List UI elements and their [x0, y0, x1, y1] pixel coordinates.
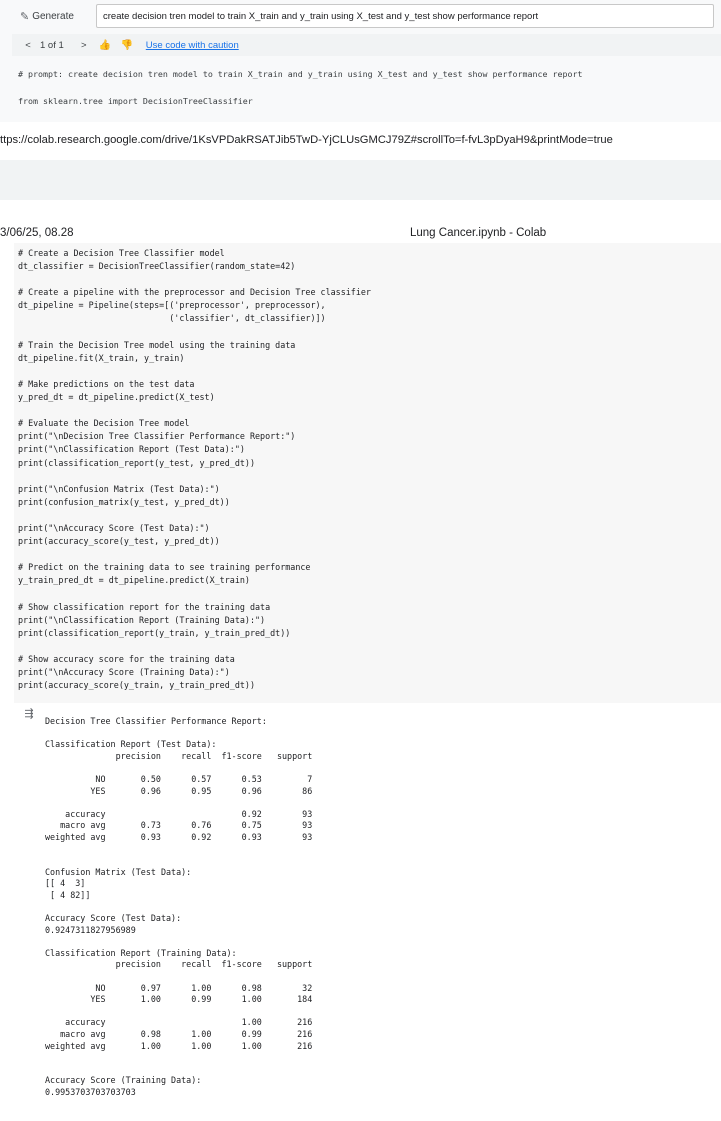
- code-line: [18, 640, 371, 653]
- code-line: [18, 587, 371, 600]
- suggested-prompt-comment: # prompt: create decision tren model to train X_train and y_train using X_test and y_test show performance report: [18, 69, 583, 79]
- output-line: Accuracy Score (Test Data):: [45, 913, 182, 924]
- output-toggle-icon[interactable]: ⇶: [24, 708, 34, 720]
- sparkle-icon: ✎: [20, 10, 30, 23]
- code-line: # Make predictions on the test data: [18, 378, 195, 389]
- page-break-band: [0, 160, 721, 200]
- output-line: [45, 1052, 312, 1064]
- code-line: # Create a Decision Tree Classifier model: [18, 248, 225, 258]
- output-line: Classification Report (Training Data):: [45, 947, 237, 958]
- output-line: [45, 971, 312, 983]
- code-line: [18, 365, 371, 378]
- output-line: 0.9953703703703703: [45, 1087, 136, 1097]
- output-line: [45, 936, 312, 948]
- code-line: print(classification_report(y_train, y_train_pred_dt)): [18, 627, 291, 638]
- code-editor[interactable]: [18, 247, 371, 692]
- thumbs-down-icon[interactable]: 👎: [120, 39, 133, 51]
- code-line: # Train the Decision Tree model using the training data: [18, 339, 296, 350]
- output-line: Accuracy Score (Training Data):: [45, 1075, 202, 1086]
- code-line: print("\nConfusion Matrix (Test Data):"): [18, 483, 220, 494]
- output-line: Decision Tree Classifier Performance Report:: [45, 716, 267, 726]
- code-line: [18, 509, 371, 522]
- output-line: macro avg 0.73 0.76 0.75 93: [45, 820, 313, 831]
- generate-button-label: Generate: [32, 10, 74, 22]
- output-line: Classification Report (Test Data):: [45, 739, 217, 750]
- code-line: print(confusion_matrix(y_test, y_pred_dt)): [18, 496, 230, 507]
- use-code-with-caution-link[interactable]: Use code with caution: [145, 39, 239, 51]
- code-cell[interactable]: [14, 243, 721, 703]
- output-line: YES 1.00 0.99 1.00 184: [45, 994, 313, 1005]
- print-url: ttps://colab.research.google.com/drive/1KsVPDakRSATJib5TwD-YjCLUsGMCJ79Z#scrollTo=f-fvL3pDyaH9&printMode=true: [0, 128, 721, 152]
- output-line: [45, 902, 312, 914]
- output-line: precision recall f1-score support: [45, 959, 313, 970]
- code-line: # Evaluate the Decision Tree model: [18, 418, 190, 429]
- output-line: [45, 762, 312, 774]
- thumbs-up-icon[interactable]: 👍: [98, 39, 111, 51]
- code-line: print("\nAccuracy Score (Training Data):"): [18, 667, 230, 677]
- print-title: Lung Cancer.ipynb - Colab: [410, 227, 547, 239]
- output-line: [45, 1064, 312, 1076]
- code-line: print("\nDecision Tree Classifier Performance Report:"): [18, 431, 296, 442]
- suggestion-pager: 1 of 1: [40, 39, 64, 51]
- code-line: # Create a pipeline with the preprocessor and Decision Tree classifier: [18, 287, 371, 298]
- code-line: [18, 548, 371, 561]
- print-date: 3/06/25, 08.28: [0, 227, 74, 239]
- code-line: [18, 326, 371, 339]
- output-line: [45, 728, 312, 740]
- code-line: ('classifier', dt_classifier)]): [18, 313, 326, 324]
- output-line: NO 0.50 0.57 0.53 7: [45, 773, 313, 784]
- output-line: precision recall f1-score support: [45, 750, 313, 761]
- suggestion-nav: [12, 34, 721, 56]
- output-line: [[ 4 3]: [45, 878, 86, 889]
- output-line: 0.9247311827956989: [45, 924, 136, 935]
- code-line: y_train_pred_dt = dt_pipeline.predict(X_train): [18, 575, 250, 586]
- output-line: [45, 844, 312, 856]
- output-line: [45, 797, 312, 809]
- prompt-input[interactable]: [96, 4, 714, 28]
- output-line: [45, 855, 312, 867]
- code-line: # Show classification report for the training data: [18, 601, 271, 612]
- code-line: print("\nClassification Report (Training Data):"): [18, 614, 266, 625]
- output-line: [ 4 82]]: [45, 889, 91, 900]
- output-line: accuracy 1.00 216: [45, 1017, 313, 1028]
- code-line: dt_pipeline.fit(X_train, y_train): [18, 352, 185, 363]
- code-line: print(classification_report(y_test, y_pred_dt)): [18, 457, 255, 468]
- code-line: print(accuracy_score(y_test, y_pred_dt)): [18, 536, 220, 547]
- code-line: [18, 470, 371, 483]
- code-line: # Predict on the training data to see training performance: [18, 562, 311, 573]
- prev-suggestion-button[interactable]: <: [25, 39, 31, 51]
- code-line: [18, 273, 371, 286]
- next-suggestion-button[interactable]: >: [81, 39, 87, 51]
- code-line: # Show accuracy score for the training data: [18, 653, 235, 664]
- code-line: print("\nClassification Report (Test Data):"): [18, 444, 245, 455]
- output-line: Confusion Matrix (Test Data):: [45, 866, 192, 877]
- output-line: YES 0.96 0.95 0.96 86: [45, 785, 313, 796]
- output-line: weighted avg 1.00 1.00 1.00 216: [45, 1040, 313, 1051]
- output-line: weighted avg 0.93 0.92 0.93 93: [45, 831, 313, 842]
- code-line: y_pred_dt = dt_pipeline.predict(X_test): [18, 392, 215, 403]
- output-line: macro avg 0.98 1.00 0.99 216: [45, 1029, 313, 1040]
- code-line: dt_pipeline = Pipeline(steps=[('preprocessor', preprocessor),: [18, 300, 326, 311]
- ai-generate-panel: [0, 0, 721, 122]
- code-line: dt_classifier = DecisionTreeClassifier(random_state=42): [18, 261, 296, 272]
- output-line: NO 0.97 1.00 0.98 32: [45, 982, 313, 993]
- suggested-import-line: from sklearn.tree import DecisionTreeClassifier: [18, 96, 253, 106]
- generate-button[interactable]: [20, 6, 84, 26]
- output-line: accuracy 0.92 93: [45, 808, 313, 819]
- code-line: print("\nAccuracy Score (Test Data):"): [18, 522, 210, 533]
- cell-output: [45, 716, 312, 1099]
- output-line: [45, 1006, 312, 1018]
- code-line: [18, 404, 371, 417]
- code-line: print(accuracy_score(y_train, y_train_pred_dt)): [18, 680, 255, 691]
